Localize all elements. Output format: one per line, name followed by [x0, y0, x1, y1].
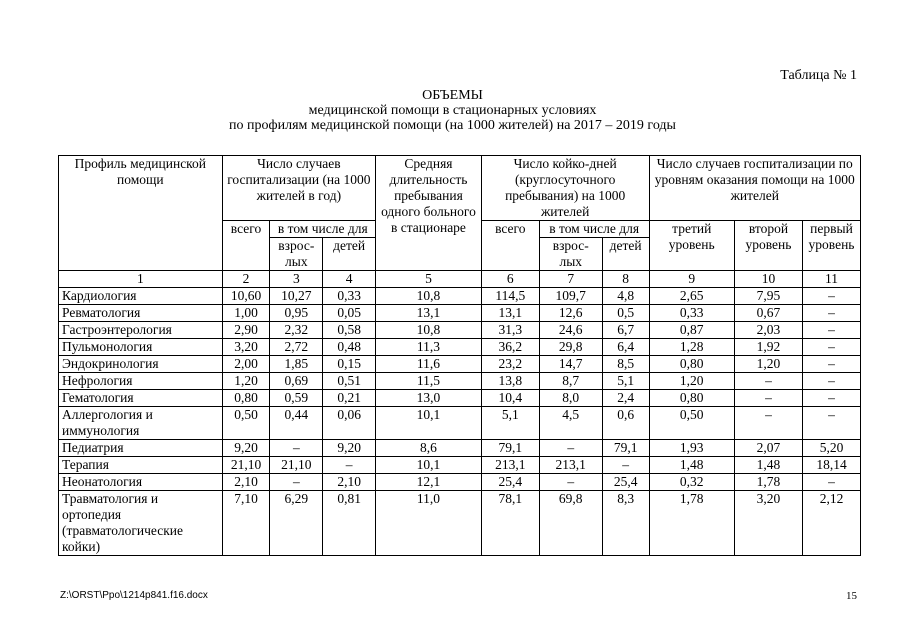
value-cell: 13,8: [481, 373, 539, 390]
document-title: [0, 88, 905, 133]
value-cell: 2,65: [649, 288, 734, 305]
value-cell: 0,50: [649, 407, 734, 440]
value-cell: 0,95: [270, 305, 323, 322]
profile-name-cell: Терапия: [59, 457, 223, 474]
column-number: 6: [481, 271, 539, 288]
value-cell: 21,10: [270, 457, 323, 474]
profile-name-cell: Аллергология и иммунология: [59, 407, 223, 440]
value-cell: 78,1: [481, 491, 539, 556]
table-row: [59, 457, 861, 474]
value-cell: –: [539, 474, 602, 491]
profile-name-cell: Эндокринология: [59, 356, 223, 373]
value-cell: 1,85: [270, 356, 323, 373]
value-cell: 0,21: [323, 390, 376, 407]
title-line-1: ОБЪЕМЫ: [422, 88, 483, 103]
value-cell: –: [803, 390, 861, 407]
value-cell: 6,4: [602, 339, 649, 356]
column-number: 3: [270, 271, 323, 288]
value-cell: 0,05: [323, 305, 376, 322]
value-cell: 1,20: [222, 373, 270, 390]
profile-name-cell: Педиатрия: [59, 440, 223, 457]
header-beddays-incl: в том числе для: [539, 221, 649, 238]
header-avg-duration: Средняя длительность пребывания одного больного в стационаре: [376, 156, 482, 271]
value-cell: 213,1: [539, 457, 602, 474]
value-cell: 29,8: [539, 339, 602, 356]
value-cell: 0,58: [323, 322, 376, 339]
value-cell: 1,28: [649, 339, 734, 356]
value-cell: 0,51: [323, 373, 376, 390]
value-cell: 14,7: [539, 356, 602, 373]
table-row: [59, 407, 861, 440]
value-cell: –: [734, 407, 802, 440]
value-cell: 2,4: [602, 390, 649, 407]
value-cell: –: [803, 339, 861, 356]
value-cell: 69,8: [539, 491, 602, 556]
value-cell: 10,60: [222, 288, 270, 305]
column-number: 5: [376, 271, 482, 288]
value-cell: 8,0: [539, 390, 602, 407]
value-cell: 79,1: [481, 440, 539, 457]
value-cell: –: [803, 356, 861, 373]
value-cell: 12,1: [376, 474, 482, 491]
header-levels: Число случаев госпитализации по уровням оказания помощи на 1000 жителей: [649, 156, 860, 221]
table-row: [59, 373, 861, 390]
value-cell: 0,50: [222, 407, 270, 440]
value-cell: 25,4: [481, 474, 539, 491]
value-cell: 8,6: [376, 440, 482, 457]
value-cell: 10,27: [270, 288, 323, 305]
value-cell: 0,44: [270, 407, 323, 440]
value-cell: 9,20: [222, 440, 270, 457]
value-cell: 7,10: [222, 491, 270, 556]
value-cell: 0,33: [649, 305, 734, 322]
header-beddays-adults: взрос-лых: [539, 238, 602, 271]
table-row: [59, 491, 861, 556]
header-beddays-children: детей: [602, 238, 649, 271]
value-cell: 0,67: [734, 305, 802, 322]
value-cell: 0,80: [649, 356, 734, 373]
profile-name-cell: Кардиология: [59, 288, 223, 305]
column-number: 1: [59, 271, 223, 288]
column-number: 10: [734, 271, 802, 288]
column-number: 11: [803, 271, 861, 288]
value-cell: 36,2: [481, 339, 539, 356]
value-cell: 1,20: [734, 356, 802, 373]
value-cell: 2,07: [734, 440, 802, 457]
value-cell: 13,1: [481, 305, 539, 322]
header-bed-days: Число койко-дней (круглосуточного пребывания) на 1000 жителей: [481, 156, 649, 221]
value-cell: 1,48: [734, 457, 802, 474]
value-cell: 114,5: [481, 288, 539, 305]
header-level1: первый уровень: [803, 221, 861, 271]
value-cell: 0,6: [602, 407, 649, 440]
title-line-3: по профилям медицинской помощи (на 1000 жителей) на 2017 – 2019 годы: [229, 118, 676, 133]
value-cell: –: [539, 440, 602, 457]
value-cell: 1,93: [649, 440, 734, 457]
value-cell: 0,80: [649, 390, 734, 407]
value-cell: 2,72: [270, 339, 323, 356]
column-number: 7: [539, 271, 602, 288]
value-cell: 24,6: [539, 322, 602, 339]
value-cell: 10,8: [376, 288, 482, 305]
value-cell: 5,1: [602, 373, 649, 390]
value-cell: 1,00: [222, 305, 270, 322]
value-cell: 7,95: [734, 288, 802, 305]
value-cell: 2,03: [734, 322, 802, 339]
profile-name-cell: Пульмонология: [59, 339, 223, 356]
value-cell: 1,20: [649, 373, 734, 390]
header-cases-total: всего: [222, 221, 270, 271]
value-cell: 9,20: [323, 440, 376, 457]
value-cell: 213,1: [481, 457, 539, 474]
profile-name-cell: Ревматология: [59, 305, 223, 322]
value-cell: 0,48: [323, 339, 376, 356]
value-cell: 25,4: [602, 474, 649, 491]
value-cell: 10,4: [481, 390, 539, 407]
table-row: [59, 322, 861, 339]
value-cell: 0,06: [323, 407, 376, 440]
value-cell: 10,8: [376, 322, 482, 339]
value-cell: 0,15: [323, 356, 376, 373]
value-cell: 0,69: [270, 373, 323, 390]
value-cell: 12,6: [539, 305, 602, 322]
column-numbers-row: [59, 271, 861, 288]
column-number: 8: [602, 271, 649, 288]
value-cell: 1,78: [734, 474, 802, 491]
header-cases-children: детей: [323, 238, 376, 271]
value-cell: 11,3: [376, 339, 482, 356]
value-cell: –: [734, 373, 802, 390]
value-cell: 6,7: [602, 322, 649, 339]
value-cell: 5,1: [481, 407, 539, 440]
value-cell: 2,90: [222, 322, 270, 339]
value-cell: 13,1: [376, 305, 482, 322]
value-cell: 2,12: [803, 491, 861, 556]
value-cell: 0,87: [649, 322, 734, 339]
value-cell: 6,29: [270, 491, 323, 556]
value-cell: 1,48: [649, 457, 734, 474]
value-cell: 23,2: [481, 356, 539, 373]
table-row: [59, 440, 861, 457]
value-cell: 5,20: [803, 440, 861, 457]
value-cell: 3,20: [734, 491, 802, 556]
value-cell: –: [803, 373, 861, 390]
value-cell: 18,14: [803, 457, 861, 474]
header-cases-incl: в том числе для: [270, 221, 376, 238]
table-row: [59, 339, 861, 356]
value-cell: –: [803, 288, 861, 305]
table-row: [59, 305, 861, 322]
value-cell: 1,78: [649, 491, 734, 556]
value-cell: –: [803, 407, 861, 440]
value-cell: 3,20: [222, 339, 270, 356]
column-number: 4: [323, 271, 376, 288]
header-profile: Профиль медицинской помощи: [59, 156, 223, 271]
value-cell: 0,32: [649, 474, 734, 491]
column-number: 9: [649, 271, 734, 288]
value-cell: 11,5: [376, 373, 482, 390]
header-beddays-total: всего: [481, 221, 539, 271]
value-cell: 1,92: [734, 339, 802, 356]
value-cell: –: [602, 457, 649, 474]
table-row: [59, 356, 861, 373]
value-cell: 0,80: [222, 390, 270, 407]
value-cell: 10,1: [376, 457, 482, 474]
value-cell: 21,10: [222, 457, 270, 474]
page-number: 15: [846, 590, 857, 602]
value-cell: 31,3: [481, 322, 539, 339]
value-cell: 11,6: [376, 356, 482, 373]
table-row: [59, 288, 861, 305]
value-cell: 109,7: [539, 288, 602, 305]
header-cases: Число случаев госпитализации (на 1000 жителей в год): [222, 156, 375, 221]
value-cell: 2,32: [270, 322, 323, 339]
value-cell: 4,5: [539, 407, 602, 440]
volumes-table: [58, 155, 861, 556]
value-cell: –: [323, 457, 376, 474]
value-cell: 79,1: [602, 440, 649, 457]
value-cell: 10,1: [376, 407, 482, 440]
table-row: [59, 474, 861, 491]
value-cell: 0,81: [323, 491, 376, 556]
profile-name-cell: Травматология и ортопедия (травматологические койки): [59, 491, 223, 556]
table-row: [59, 390, 861, 407]
value-cell: –: [734, 390, 802, 407]
title-line-2: медицинской помощи в стационарных условиях: [308, 103, 597, 118]
value-cell: –: [803, 322, 861, 339]
profile-name-cell: Гематология: [59, 390, 223, 407]
value-cell: 11,0: [376, 491, 482, 556]
value-cell: –: [270, 474, 323, 491]
table-label: Таблица № 1: [780, 68, 857, 83]
value-cell: 4,8: [602, 288, 649, 305]
profile-name-cell: Неонатология: [59, 474, 223, 491]
value-cell: 2,00: [222, 356, 270, 373]
footer-file-path: Z:\ORST\Ppo\1214p841.f16.docx: [60, 590, 208, 601]
header-cases-adults: взрос-лых: [270, 238, 323, 271]
value-cell: –: [803, 474, 861, 491]
value-cell: 0,33: [323, 288, 376, 305]
value-cell: 8,7: [539, 373, 602, 390]
value-cell: –: [270, 440, 323, 457]
value-cell: 13,0: [376, 390, 482, 407]
value-cell: 2,10: [323, 474, 376, 491]
profile-name-cell: Нефрология: [59, 373, 223, 390]
value-cell: –: [803, 305, 861, 322]
value-cell: 2,10: [222, 474, 270, 491]
value-cell: 0,59: [270, 390, 323, 407]
header-level3: третий уровень: [649, 221, 734, 271]
profile-name-cell: Гастроэнтерология: [59, 322, 223, 339]
value-cell: 8,3: [602, 491, 649, 556]
header-level2: второй уровень: [734, 221, 802, 271]
value-cell: 8,5: [602, 356, 649, 373]
column-number: 2: [222, 271, 270, 288]
value-cell: 0,5: [602, 305, 649, 322]
